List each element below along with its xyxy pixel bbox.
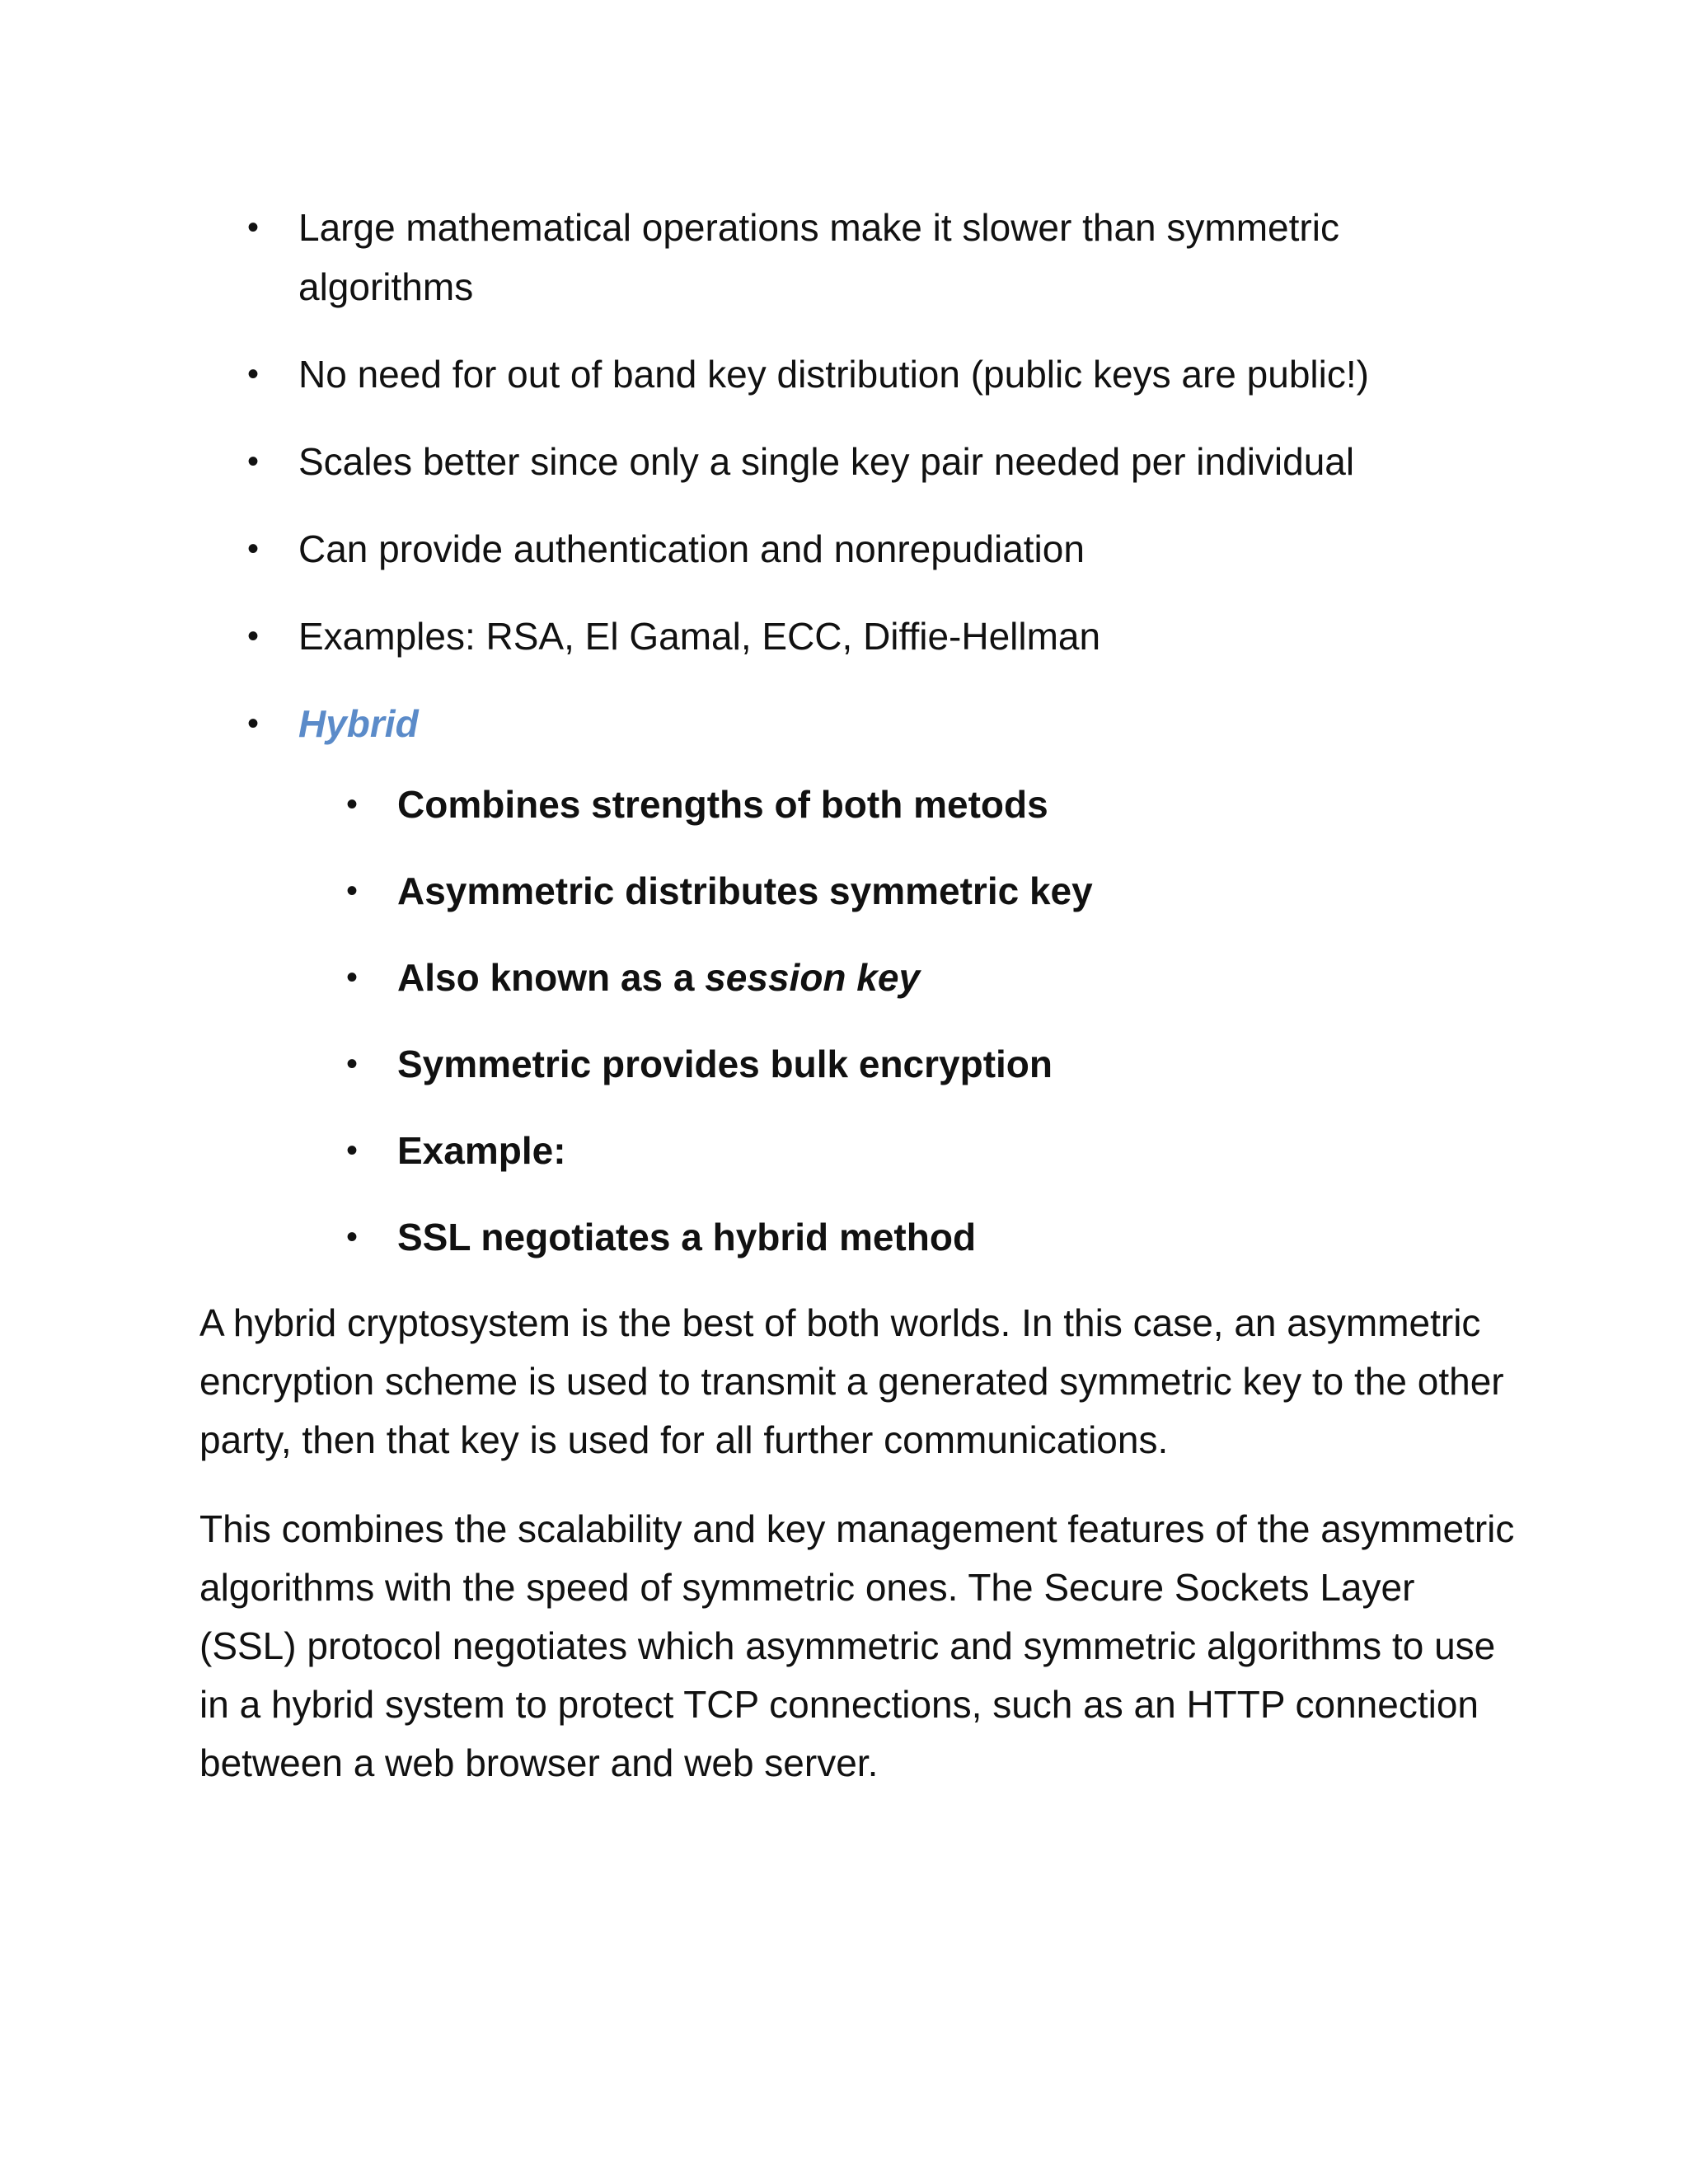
main-bullet-list: [247, 198, 1500, 781]
sub-bullet-item: [346, 948, 1500, 1007]
bullet-item-scaling: [247, 432, 1500, 491]
hybrid-heading: Hybrid: [298, 702, 419, 745]
bullet-text: Examples: RSA, El Gamal, ECC, Diffie-Hellman: [298, 615, 1101, 658]
bullet-text: Large mathematical operations make it slower than symmetric algorithms: [298, 206, 1339, 308]
bullet-icon: •: [247, 618, 260, 654]
sub-bullet-item: [346, 1207, 1500, 1267]
sub-bullet-text: Example:: [397, 1129, 566, 1172]
sub-bullet-text: SSL negotiates a hybrid method: [397, 1216, 977, 1258]
sub-bullet-item: [346, 775, 1500, 834]
bullet-icon: •: [346, 959, 359, 996]
bullet-text: No need for out of band key distribution (public keys are public!): [298, 353, 1369, 396]
bullet-item-authentication: [247, 519, 1500, 579]
bullet-icon: •: [346, 1219, 359, 1255]
bullet-text: Scales better since only a single key pair needed per individual: [298, 440, 1355, 483]
sub-bullet-text: Asymmetric distributes symmetric key: [397, 869, 1093, 912]
session-key-emphasis: session key: [705, 956, 921, 999]
bullet-icon: •: [247, 443, 260, 480]
bullet-item-performance: [247, 198, 1500, 316]
hybrid-sub-bullet-list: [346, 775, 1500, 1294]
sub-bullet-item: [346, 1121, 1500, 1180]
bullet-text: Can provide authentication and nonrepudiation: [298, 527, 1085, 570]
bullet-icon: •: [247, 209, 260, 246]
sub-bullet-text: Symmetric provides bulk encryption: [397, 1043, 1053, 1085]
bullet-item-examples: [247, 607, 1500, 666]
bullet-item-key-distribution: [247, 344, 1500, 404]
bullet-item-hybrid-heading: [247, 694, 1500, 753]
sub-bullet-item: [346, 861, 1500, 921]
bullet-icon: •: [346, 873, 359, 909]
body-paragraph-ssl: This combines the scalability and key management features of the asymmetric algorithms with the speed of symmetric ones. The Secure Sockets Layer (SSL) protocol negotiates which asymmetric and symmetric algorithms to use in a hybrid system to protect TCP connections, such as an HTTP connection between a web browser and web server.: [199, 1507, 1515, 1784]
bullet-icon: •: [346, 1132, 359, 1169]
bullet-icon: •: [247, 531, 260, 567]
bullet-icon: •: [247, 705, 260, 742]
bullet-icon: •: [346, 1046, 359, 1082]
bullet-icon: •: [247, 356, 260, 392]
sub-bullet-text-prefix: Also known as a: [397, 956, 706, 999]
bullet-icon: •: [346, 786, 359, 823]
sub-bullet-item: [346, 1034, 1500, 1094]
sub-bullet-text: Combines strengths of both metods: [397, 783, 1048, 826]
body-paragraph-hybrid-intro: A hybrid cryptosystem is the best of both worlds. In this case, an asymmetric encryption scheme is used to transmit a generated symmetric key to the other party, then that key is used for all further communications.: [199, 1301, 1504, 1461]
